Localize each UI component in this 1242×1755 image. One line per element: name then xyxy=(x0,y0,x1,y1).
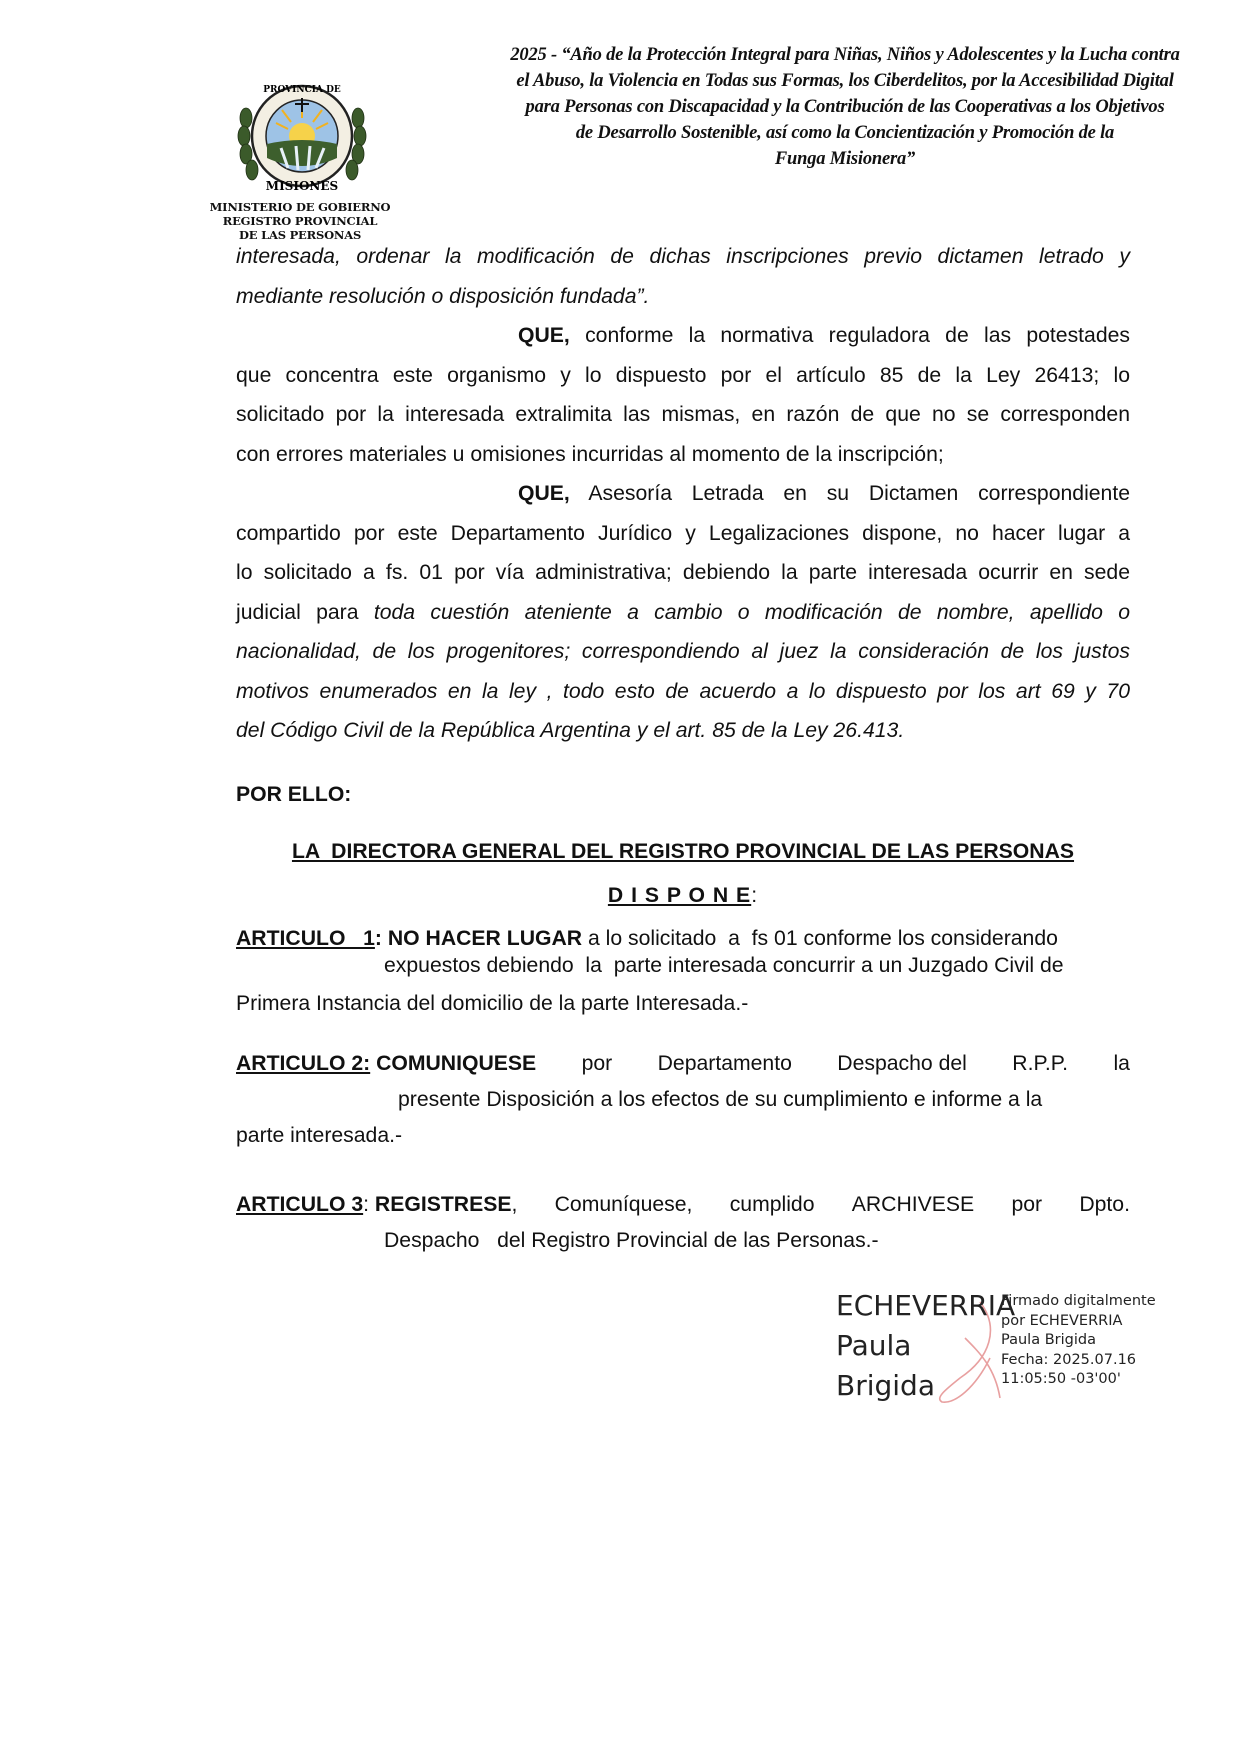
paragraph-que-1 xyxy=(236,316,1130,474)
motto-line: 2025 - “Año de la Protección Integral para Niñas, Niños y Adolescentes y la Lucha contra xyxy=(510,45,1180,65)
ministry-line: REGISTRO PROVINCIAL xyxy=(222,214,378,228)
article-2-line-3: parte interesada.- xyxy=(236,1124,403,1147)
dispone-colon: : xyxy=(751,884,759,907)
text-line: conforme la normativa reguladora de las potestades xyxy=(585,324,1130,347)
seal-bottom-text: MISIONES xyxy=(265,179,339,193)
article-1-line-3: Primera Instancia del domicilio de la parte Interesada.- xyxy=(236,992,749,1015)
text-line: nacionalidad, de los progenitores; correspondiendo al juez la consideración de los justos xyxy=(236,640,1130,663)
article-2-line-1 xyxy=(236,1052,1130,1076)
signature-note-line: 11:05:50 -03'00' xyxy=(1001,1371,1121,1387)
signer-name-line: Brigida xyxy=(836,1369,935,1402)
text-line: judicial para xyxy=(236,600,374,624)
signature-note-line: por ECHEVERRIA xyxy=(1001,1312,1123,1329)
signature-note xyxy=(1001,1292,1156,1390)
ministry-line: DE LAS PERSONAS xyxy=(238,228,362,242)
article-1-rest: a lo solicitado a fs 01 conforme los considerando xyxy=(582,927,1058,950)
text-line-italic: toda cuestión ateniente a cambio o modificación de nombre, apellido o xyxy=(373,600,1131,624)
paragraph-que-2 xyxy=(236,474,1130,751)
text-line: del Código Civil de la República Argentina y el art. 85 de la Ley 26.413. xyxy=(236,719,905,742)
motto-line: el Abuso, la Violencia en Todas sus Formas, los Ciberdelitos, por la Accesibilidad Digital xyxy=(516,71,1174,91)
text-line: que concentra este organismo y lo dispuesto por el artículo 85 de la Ley 26413; lo xyxy=(236,363,1130,387)
text-line: compartido por este Departamento Jurídico y Legalizaciones dispone, no hacer lugar a xyxy=(236,521,1130,545)
signature-note-line: Paula Brigida xyxy=(1001,1332,1096,1348)
ministry-heading xyxy=(205,200,395,242)
que-label: QUE, xyxy=(518,324,570,347)
text-line: interesada, ordenar la modificación de dichas inscripciones previo dictamen letrado y xyxy=(236,245,1130,268)
article-1-line-1 xyxy=(236,927,1058,951)
article-3-word: por xyxy=(1011,1193,1043,1216)
article-3-colon: : xyxy=(363,1193,370,1216)
article-2-label: ARTICULO 2: xyxy=(236,1052,371,1075)
article-2-word: la xyxy=(1113,1052,1130,1075)
article-2-word: Despacho del xyxy=(837,1052,967,1075)
paragraph-continuation xyxy=(236,237,1130,316)
text-line: con errores materiales u omisiones incurridas al momento de la inscripción; xyxy=(236,442,944,466)
article-3-word: , xyxy=(511,1193,518,1216)
motto-line: de Desarrollo Sostenible, así como la Concientización y Promoción de la xyxy=(575,123,1115,143)
text-line: Asesoría Letrada en su Dictamen correspondiente xyxy=(588,482,1131,505)
signature-note-line: Firmado digitalmente xyxy=(1001,1293,1156,1309)
article-3-label: ARTICULO 3 xyxy=(236,1193,364,1216)
directora-heading: LA DIRECTORA GENERAL DEL REGISTRO PROVINCIAL DE LAS PERSONAS xyxy=(291,840,1075,863)
article-3-word: Dpto. xyxy=(1079,1193,1130,1216)
article-3-word: Comuníquese, xyxy=(554,1193,693,1216)
text-line: solicitado por la interesada extralimita las mismas, en razón de que no se corresponden xyxy=(236,403,1130,426)
signer-name-line: Paula xyxy=(836,1329,912,1362)
article-3-line-1 xyxy=(236,1193,1130,1217)
text-line: motivos enumerados en la ley , todo esto de acuerdo a lo dispuesto por los art 69 y 70 xyxy=(236,679,1130,703)
article-1-line-2: expuestos debiendo la parte interesada concurrir a un Juzgado Civil de xyxy=(384,954,1064,977)
article-3-bold: REGISTRESE xyxy=(374,1193,512,1216)
year-motto xyxy=(480,42,1210,172)
article-3-word: cumplido xyxy=(729,1193,815,1216)
signer-name-line: ECHEVERRIA xyxy=(836,1289,1016,1322)
dispone-text: D I S P O N E xyxy=(607,884,752,907)
article-1-label: ARTICULO 1 xyxy=(236,927,375,950)
article-1-colon: : xyxy=(374,927,382,950)
article-2-bold: COMUNIQUESE xyxy=(376,1052,537,1075)
text-line: mediante resolución o disposición fundada”. xyxy=(236,284,650,308)
motto-line: Funga Misionera” xyxy=(774,149,916,169)
article-2-line-2: presente Disposición a los efectos de su cumplimiento e informe a la xyxy=(398,1088,1043,1111)
seal-top-text: PROVINCIA DE xyxy=(263,85,341,95)
article-3-line-2: Despacho del Registro Provincial de las Personas.- xyxy=(384,1229,879,1252)
article-2-word: Departamento xyxy=(657,1052,792,1075)
provincial-seal-icon xyxy=(236,78,368,198)
ministry-line: MINISTERIO DE GOBIERNO xyxy=(209,200,391,214)
que-label: QUE, xyxy=(518,482,570,505)
article-3-word: ARCHIVESE xyxy=(851,1193,975,1216)
article-1-bold: NO HACER LUGAR xyxy=(387,927,583,950)
signature-note-line: Fecha: 2025.07.16 xyxy=(1001,1351,1137,1368)
signer-name xyxy=(836,1286,1015,1406)
motto-line: para Personas con Discapacidad y la Contribución de las Cooperativas a los Objetivos xyxy=(525,97,1165,117)
article-2-word: R.P.P. xyxy=(1012,1052,1069,1075)
por-ello-heading: POR ELLO: xyxy=(236,783,352,806)
text-line: lo solicitado a fs. 01 por vía administrativa; debiendo la parte interesada ocurrir en sede xyxy=(236,561,1130,584)
dispone-heading xyxy=(236,884,1130,908)
article-2-word: por xyxy=(581,1052,613,1075)
